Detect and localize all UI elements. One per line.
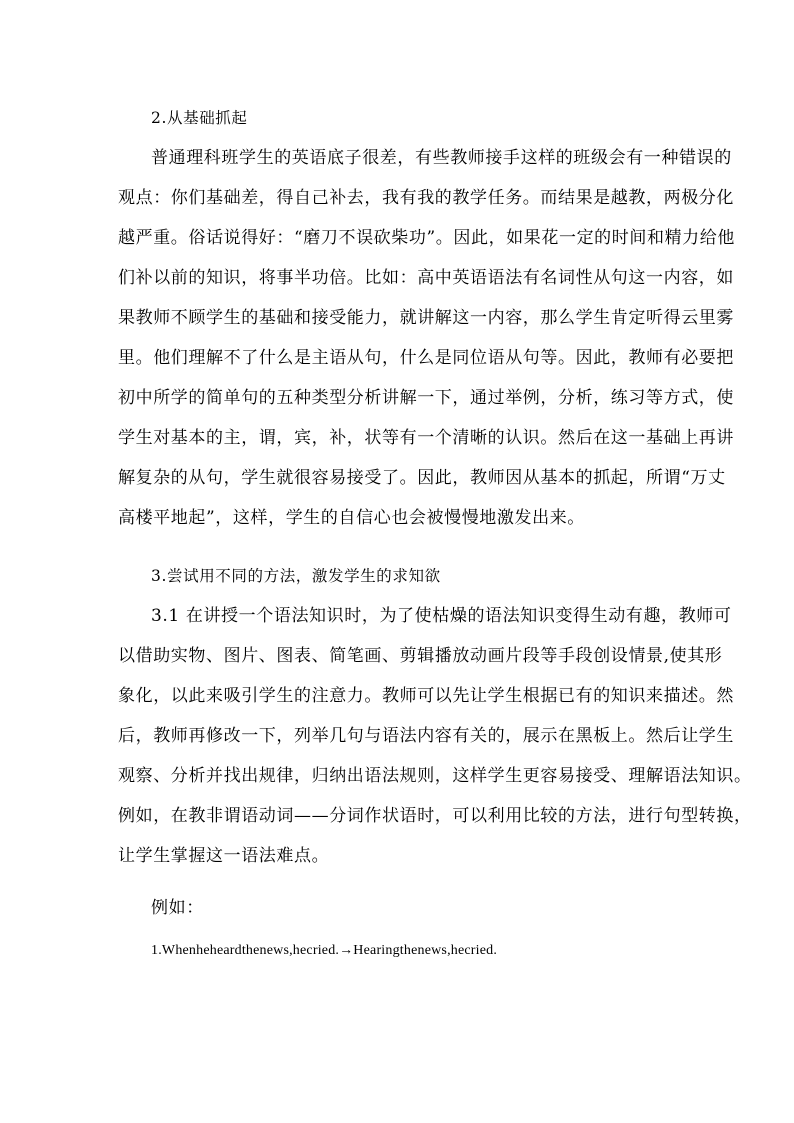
paragraph-line: 后，教师再修改一下，列举几句与语法内容有关的，展示在黑板上。然后让学生	[118, 726, 734, 746]
paragraph-line: 解复杂的从句，学生就很容易接受了。因此，教师因从基本的抓起，所谓“万丈	[118, 468, 726, 488]
paragraph-line: 初中所学的简单句的五种类型分析讲解一下，通过举例，分析，练习等方式，使	[118, 388, 734, 408]
paragraph-line: 象化，以此来吸引学生的注意力。教师可以先让学生根据已有的知识来描述。然	[118, 686, 734, 706]
paragraph-line: 普通理科班学生的英语底子很差，有些教师接手这样的班级会有一种错误的	[151, 148, 732, 168]
paragraph-line: 们补以前的知识，将事半功倍。比如：高中英语语法有名词性从句这一内容，如	[118, 268, 734, 288]
paragraph-line: 越严重。俗话说得好：“磨刀不误砍柴功”。因此，如果花一定的时间和精力给他	[118, 228, 735, 248]
paragraph-line: 例如，在教非谓语动词——分词作状语时，可以利用比较的方法，进行句型转换，	[118, 806, 752, 826]
paragraph-line: 观察、分析并找出规律，归纳出语法规则，这样学生更容易接受、理解语法知识。	[118, 766, 752, 786]
paragraph-line: 以借助实物、图片、图表、简笔画、剪辑播放动画片段等手段创设情景,使其形	[118, 646, 723, 666]
paragraph-line: 让学生掌握这一语法难点。	[118, 846, 330, 866]
section-2-heading: 2.从基础抓起	[151, 109, 248, 127]
paragraph-line: 里。他们理解不了什么是主语从句，什么是同位语从句等。因此，教师有必要把	[118, 348, 734, 368]
paragraph-line: 3.1 在讲授一个语法知识时，为了使枯燥的语法知识变得生动有趣，教师可	[151, 606, 732, 626]
paragraph-line: 观点：你们基础差，得自己补去，我有我的教学任务。而结果是越教，两极分化	[118, 188, 734, 208]
paragraph-line: 学生对基本的主，谓，宾，补，状等有一个清晰的认识。然后在这一基础上再讲	[118, 428, 734, 448]
section-3-heading: 3.尝试用不同的方法，激发学生的求知欲	[151, 567, 441, 585]
paragraph-line: 高楼平地起”，这样，学生的自信心也会被慢慢地激发出来。	[118, 508, 585, 528]
example-label: 例如：	[151, 898, 204, 918]
paragraph-line: 果教师不顾学生的基础和接受能力，就讲解这一内容，那么学生肯定听得云里雾	[118, 308, 734, 328]
example-sentence: 1.Whenheheardthenews,hecried.→Hearingthenews,hecried.	[151, 943, 498, 958]
